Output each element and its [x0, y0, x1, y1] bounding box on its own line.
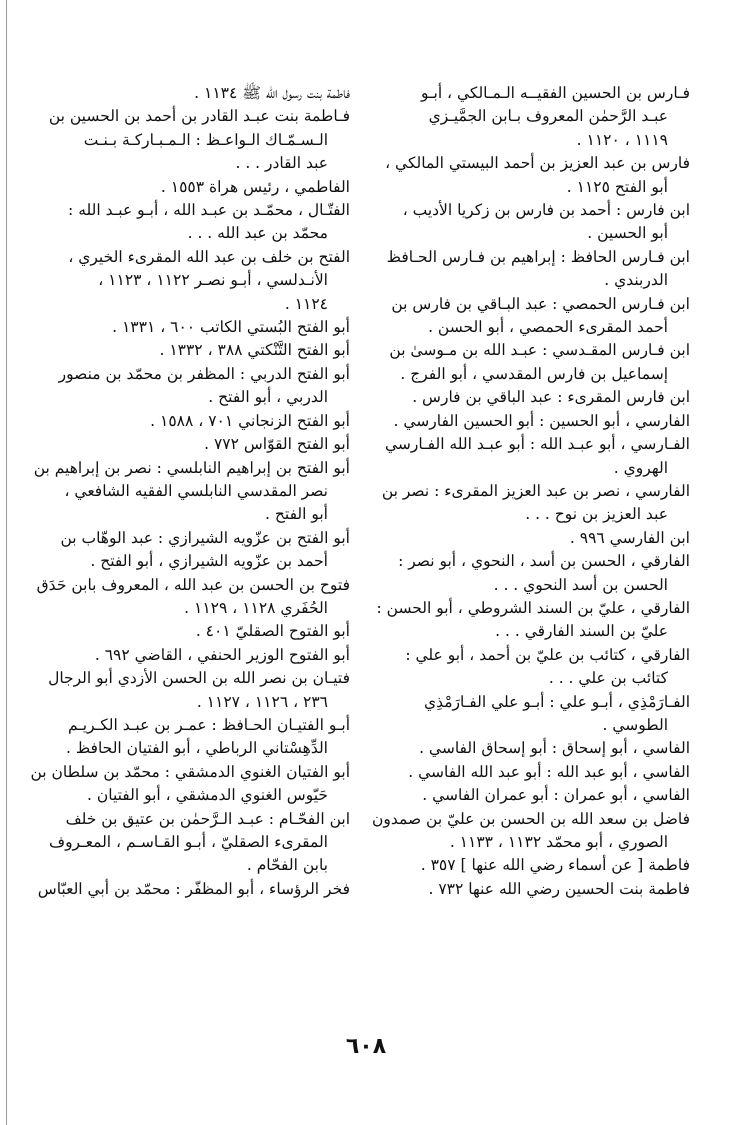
entry-continuation-line: الحُفَري ١١٢٨ ، ١١٢٩ . [184, 598, 328, 617]
entry-headword-line: أبو الفتح القوّاس ٧٧٢ . [204, 435, 350, 454]
index-entry [370, 878, 690, 901]
index-entry [370, 339, 690, 386]
entry-headword-line: ابن فـارس المقـدسي : عبـد الله بن مـوسىٰ بن [389, 341, 690, 360]
entry-headword-line: أبو الفتح بن إبراهيم النابلسي : نصر بن إبراهيم بن [33, 458, 350, 477]
entry-headword-line: فـاطمة بنت عبـد القادر بن أحمد بن الحسين بن [48, 107, 350, 126]
index-entry [30, 363, 350, 410]
index-entry [30, 339, 350, 362]
entry-continuation-line: أبو الحسين . [587, 224, 668, 243]
entry-headword-line: ابن فارس : أحمد بن فارس بن زكريا الأديب ، [402, 201, 690, 220]
index-entry [30, 878, 350, 901]
index-entry [30, 644, 350, 667]
entry-continuation-line: أبو الفتح . [265, 505, 328, 524]
entry-headword-line: الفارقي ، الحسن بن أسد ، النحوي ، أبو نصر : [398, 552, 690, 571]
entry-continuation-line: الحسن بن أسد النحوي . . . [493, 575, 668, 594]
index-entry [30, 620, 350, 643]
entry-headword-line: الفاسي ، أبو عمران : أبو عمران الفاسي . [422, 786, 690, 805]
index-entry [370, 691, 690, 738]
entry-continuation-line: عبد القادر . . . [235, 154, 328, 173]
entry-continuation-line: أحمد بن عزّويه الشيرازي ، أبو الفتح . [90, 552, 328, 571]
entry-continuation-line: عليّ بن السند الفارقي . . . [495, 622, 668, 641]
index-entry [370, 854, 690, 877]
entry-headword-line: ابن الفارسي ٩٩٦ . [569, 528, 690, 547]
index-entry [370, 480, 690, 527]
entry-continuation-line: الأنـدلسي ، أبـو نصـر ١١٢٢ ، ١١٢٣ ، [98, 271, 328, 290]
index-entry [30, 433, 350, 456]
entry-continuation-line: كتائب بن علي . . . [548, 669, 668, 688]
entry-headword-line: أبو الفتح بن عزّويه الشيرازي : عبد الوهّاب بن [60, 528, 350, 547]
margin-rule [6, 0, 7, 1125]
index-entry [30, 667, 350, 714]
entry-continuation-line: الـسـمّـاك الـواعـظ : الـمـبـاركـة بـنـت [83, 130, 328, 149]
index-entry [30, 457, 350, 527]
index-entry [370, 808, 690, 855]
index-entry [30, 410, 350, 433]
left-column [30, 82, 350, 901]
entry-continuation-line: الصوري ، أبو محمّد ١١٣٢ ، ١١٣٣ . [449, 833, 668, 851]
entry-headword-line: فاطمة [ عن أسماء رضي الله عنها ] ٣٥٧ . [420, 856, 690, 875]
entry-continuation-line: أبو الفتح ١١٢٥ . [566, 177, 668, 196]
entry-headword-line: الفاطمي ، رئيس هراة ١٥٥٣ . [160, 177, 350, 196]
entry-headword-line: أبو الفتح التَّنْكتي ٣٨٨ ، ١٣٣٢ . [159, 341, 350, 360]
entry-headword-line: الفتح بن خلف بن عبد الله المقرىء الخيري ، [68, 247, 350, 266]
index-page [30, 82, 690, 1022]
entry-continuation-line: إسماعيل بن فارس المقدسي ، أبو الفرج . [400, 364, 668, 383]
index-entry [370, 597, 690, 644]
entry-headword-line: فاطمة بنت رسول الله ﷺ ١١٣٤ . [194, 84, 350, 102]
index-entry [370, 410, 690, 433]
index-entry [30, 82, 350, 105]
index-entry [30, 176, 350, 199]
index-entry [30, 714, 350, 761]
entry-headword-line: ابن الفحّـام : عبـد الـرَّحمٰن بن عتيق بن خلف [65, 809, 350, 828]
page-number: ٦٠٨ [345, 1034, 387, 1059]
entry-headword-line: أبو الفتوح الوزير الحنفي ، القاضي ٦٩٢ . [94, 645, 350, 664]
entry-headword-line: فـارس بن الحسين الفقيــه الـمـالكي ، أبـو [420, 84, 690, 102]
entry-headword-line: الفارسي ، نصر بن عبد العزيز المقرىء : نصر بن [381, 481, 690, 500]
entry-continuation-line: ٢٣٦ ، ١١٢٦ ، ١١٢٧ . [196, 692, 328, 711]
entry-headword-line: ابن فـارس الحافظ : إبراهيم بن فـارس الحـافظ [386, 247, 690, 266]
index-entry [30, 574, 350, 621]
entry-headword-line: أبو الفتح البُستي الكاتب ٦٠٠ ، ١٣٣١ . [112, 318, 350, 337]
index-entry [370, 550, 690, 597]
entry-continuation-line: نصر المقدسي النابلسي الفقيه الشافعي ، [64, 481, 328, 500]
index-entry [30, 199, 350, 246]
index-entry [30, 761, 350, 808]
index-entry [30, 246, 350, 316]
index-entry [370, 246, 690, 293]
index-entry [370, 433, 690, 480]
entry-headword-line: الفارسي ، أبو الحسين : أبو الحسين الفارسي . [393, 411, 690, 430]
entry-continuation-line: الطوسي . [602, 715, 668, 734]
entry-continuation-line: عبد العزيز بن نوح . . . [525, 505, 668, 524]
entry-headword-line: فتوح بن الحسن بن عبد الله ، المعروف بابن حَدَق [36, 575, 350, 594]
entry-headword-line: فارس بن عبد العزيز بن أحمد البيستي المالكي ، [385, 154, 690, 173]
entry-continuation-line: الدربي ، أبو الفتح . [208, 388, 328, 407]
index-entry [30, 808, 350, 878]
entry-headword-line: ابن فارس المقرىء : عبد الباقي بن فارس . [412, 388, 690, 407]
index-entry [370, 737, 690, 760]
right-column [370, 82, 690, 901]
entry-headword-line: أبو الفتح الزنجاني ٧٠١ ، ١٥٨٨ . [150, 411, 350, 430]
entry-continuation-line: حَيّوس الغنوي الدمشقي ، أبو الفتيان . [86, 786, 328, 805]
entry-continuation-line: المقرىء الصقليّ ، أبـو القـاسـم ، المعـروف [49, 833, 328, 851]
entry-headword-line: فاضل بن سعد الله بن الحسن بن عليّ بن صمدون [372, 809, 690, 828]
entry-headword-line: أبو الفتوح الصقليّ ٤٠١ . [195, 622, 350, 641]
entry-headword-line: الفارقي ، كتائب بن عليّ بن أحمد ، أبو علي : [405, 645, 690, 664]
entry-headword-line: الفارقي ، عليّ بن السند الشروطي ، أبو الحسن : [376, 598, 690, 617]
entry-headword-line: الفاسي ، أبو عبد الله : أبو عبد الله الفاسي . [408, 762, 690, 781]
entry-continuation-line: عبـد الرَّحمٰن المعروف بـابن الجمَّيـزي [428, 107, 668, 126]
index-entry [370, 644, 690, 691]
index-entry [370, 761, 690, 784]
entry-continuation-line: الدربندي . [604, 271, 668, 290]
entry-headword-line: أبو الفتيان الغنوي الدمشقي : محمّد بن سلطان بن [30, 762, 350, 781]
index-entry [370, 527, 690, 550]
entry-headword-line: فخر الرؤساء ، أبو المظفّر : محمّد بن أبي العبّاس [37, 879, 350, 898]
entry-headword-line: الفتّـال ، محمّـد بن عبـد الله ، أبـو عبـد الله : [68, 201, 350, 220]
entry-continuation-line: الهروي . [613, 458, 668, 477]
entry-continuation-line: الدِّهِسْتاني الرباطي ، أبو الفتيان الحافظ . [65, 739, 328, 758]
index-entry [370, 199, 690, 246]
entry-headword-line: الفـارسي ، أبو عبـد الله : أبو عبـد الله الفـارسي [384, 435, 690, 454]
index-entry [370, 293, 690, 340]
entry-continuation-line: محمّد بن عبد الله . . . [187, 224, 328, 243]
entry-headword-line: أبـو الفتيـان الحـافظ : عمـر بن عبـد الكـريـم [67, 715, 350, 734]
index-entry [30, 316, 350, 339]
entry-headword-line: ابن فـارس الحمصي : عبد البـاقي بن فارس بن [391, 294, 690, 313]
index-entry [370, 152, 690, 199]
entry-headword-line: فتيـان بن نصر الله بن الحسن الأزدي أبو الرجال [48, 669, 350, 688]
entry-continuation-line: أحمد المقرىء الحمصي ، أبو الحسن . [428, 318, 668, 337]
entry-continuation-line: ١١٢٤ . [284, 294, 328, 313]
index-entry [30, 105, 350, 175]
entry-headword-line: أبو الفتح الدربي : المظفر بن محمّد بن منصور [58, 364, 350, 383]
entry-headword-line: فاطمة بنت الحسين رضي الله عنها ٧٣٢ . [428, 879, 690, 898]
entry-continuation-line: ١١١٩ ، ١١٢٠ . [576, 130, 668, 149]
entry-headword-line: الفـارَمْذِي ، أبـو علي : أبـو علي الفـارَمْذِي [423, 692, 690, 711]
entry-headword-line: الفاسي ، أبو إسحاق : أبو إسحاق الفاسي . [419, 739, 690, 758]
index-entry [30, 527, 350, 574]
entry-continuation-line: بابن الفحّام . [246, 856, 328, 875]
index-entry [370, 82, 690, 152]
index-entry [370, 386, 690, 409]
index-entry [370, 784, 690, 807]
